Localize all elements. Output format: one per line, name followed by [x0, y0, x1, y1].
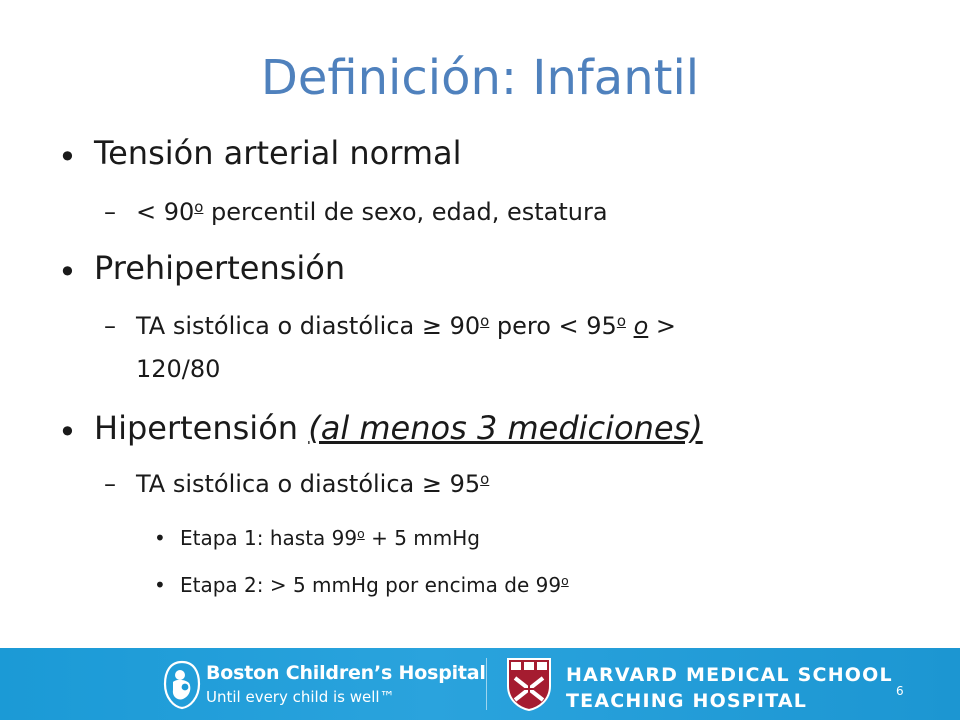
harvard-medical-school-label: HARVARD MEDICAL SCHOOL [566, 664, 893, 686]
slide-title: Definición: Infantil [260, 50, 700, 106]
stage-2-item: Etapa 2: > 5 mmHg por encima de 99$^o$ [180, 573, 569, 597]
sub-prehypertension: TA sistólica o diastólica ≥ $90^o$ pero < $95^o$ o > [136, 312, 677, 341]
footer-bar [0, 648, 960, 720]
bullet-prehypertension: Prehipertensión [94, 249, 346, 287]
sub-prehypertension-line2: 120/80 [136, 355, 221, 383]
teaching-hospital-label: TEACHING HOSPITAL [566, 690, 808, 712]
sub-normal-bp: < $90^o$ percentil de sexo, edad, estatura [136, 198, 608, 227]
bullet-icon: • [154, 526, 166, 550]
bullet-icon: • [154, 573, 166, 597]
bullet-hypertension: Hipertensión (al menos 3 mediciones) [94, 409, 703, 447]
bullet-icon: • [58, 413, 77, 451]
dash-icon: – [104, 312, 116, 340]
boston-childrens-logo-icon [162, 660, 202, 710]
harvard-shield-icon [505, 656, 553, 712]
boston-childrens-name: Boston Children’s Hospital [206, 662, 486, 684]
dash-icon: – [104, 470, 116, 498]
page-number: 6 [896, 684, 904, 698]
bullet-icon: • [58, 138, 77, 176]
bullet-normal-bp: Tensión arterial normal [94, 134, 462, 172]
dash-icon: – [104, 198, 116, 226]
boston-childrens-tagline: Until every child is well™ [206, 688, 395, 706]
stage-1-item: Etapa 1: hasta $99^o + 5$ mmHg [180, 526, 480, 550]
sub-hypertension: TA sistólica o diastólica ≥ $95^o$ [136, 470, 490, 499]
bullet-icon: • [58, 253, 77, 291]
footer-divider [486, 658, 487, 710]
